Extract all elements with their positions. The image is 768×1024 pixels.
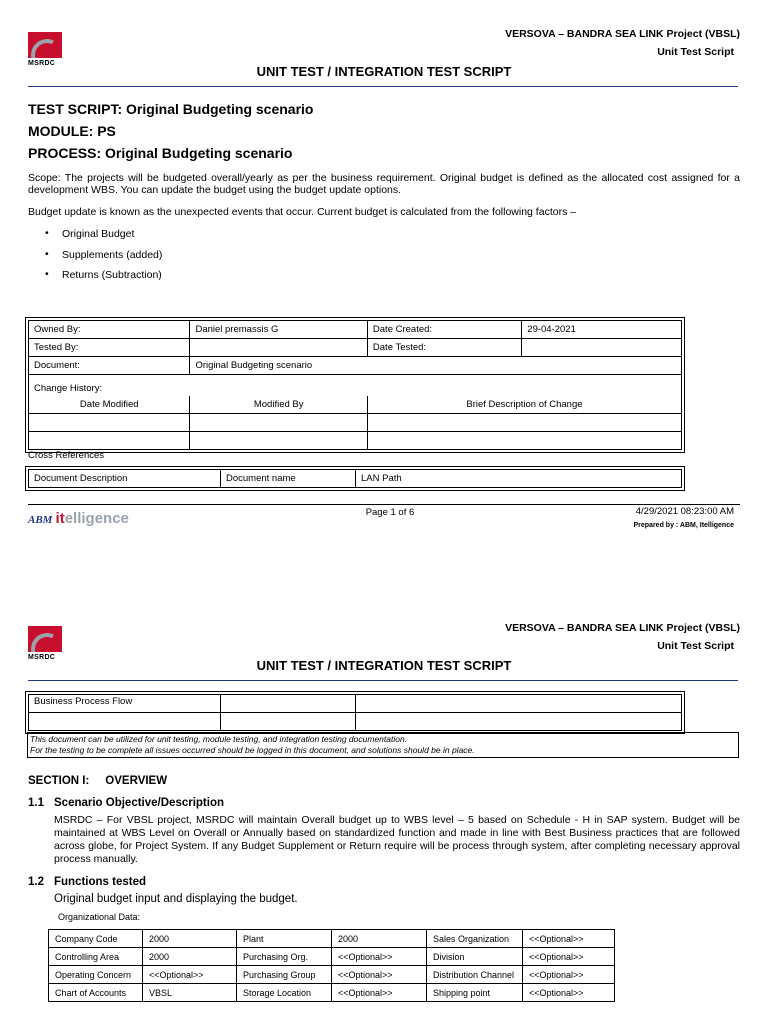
tested-by-label: Tested By: [29, 339, 190, 357]
abm-itelligence-logo [28, 510, 129, 527]
org-cell: <<Optional>> [143, 966, 237, 984]
list-item: • Returns (Subtraction) [28, 269, 162, 290]
col-date-modified: Date Modified [29, 396, 190, 414]
org-cell: Sales Organization [427, 930, 523, 948]
org-cell: Purchasing Org. [237, 948, 332, 966]
date-created-value: 29-04-2021 [522, 321, 682, 339]
functions-tested-text: Original budget input and displaying the budget. [54, 893, 298, 905]
business-process-flow-table [28, 694, 682, 731]
org-cell: Controlling Area [49, 948, 143, 966]
org-data-label: Organizational Data: [58, 912, 141, 922]
page-number: Page 1 of 6 [365, 507, 415, 518]
change-history-label: Change History: [29, 375, 682, 397]
project-name: VERSOVA – BANDRA SEA LINK Project (VBSL) [505, 622, 740, 634]
brand-rest: elligence [64, 510, 129, 527]
footer-rule [28, 504, 740, 505]
org-cell: Purchasing Group [237, 966, 332, 984]
table-row [49, 984, 615, 1002]
bpf-label: Business Process Flow [29, 695, 221, 713]
table-row [49, 930, 615, 948]
org-cell: <<Optional>> [332, 948, 427, 966]
logo-text: MSRDC [28, 60, 56, 67]
table-row [29, 713, 682, 731]
note-line: This document can be utilized for unit testing, module testing, and integration testing documentation. [30, 734, 408, 744]
org-cell: VBSL [143, 984, 237, 1002]
process-heading: PROCESS: Original Budgeting scenario [28, 145, 293, 161]
org-cell: <<Optional>> [523, 984, 615, 1002]
header-rule [28, 86, 738, 87]
org-cell: Operating Concern [49, 966, 143, 984]
owned-by-value: Daniel premassis G [190, 321, 367, 339]
list-item: • Original Budget [28, 228, 162, 249]
table-row [49, 966, 615, 984]
org-cell: Storage Location [237, 984, 332, 1002]
owned-by-label: Owned By: [29, 321, 190, 339]
org-cell: Distribution Channel [427, 966, 523, 984]
xref-doc-name: Document name [221, 470, 356, 488]
org-cell: <<Optional>> [523, 966, 615, 984]
org-cell: <<Optional>> [332, 984, 427, 1002]
logo-text: MSRDC [28, 654, 56, 661]
col-brief-description: Brief Description of Change [367, 396, 681, 414]
document-value: Original Budgeting scenario [190, 357, 682, 375]
org-cell: Company Code [49, 930, 143, 948]
col-modified-by: Modified By [190, 396, 367, 414]
org-cell: Shipping point [427, 984, 523, 1002]
table-row [49, 948, 615, 966]
abm-logo-text: ABM [28, 514, 53, 526]
table-row [29, 432, 682, 450]
list-item: • Supplements (added) [28, 249, 162, 270]
org-cell: <<Optional>> [332, 966, 427, 984]
date-tested-value [522, 339, 682, 357]
org-cell: 2000 [143, 948, 237, 966]
xref-doc-description: Document Description [29, 470, 221, 488]
project-name: VERSOVA – BANDRA SEA LINK Project (VBSL) [505, 28, 740, 40]
tested-by-value [190, 339, 367, 357]
prepared-by: Prepared by : ABM, Itelligence [633, 522, 734, 529]
factor-list [28, 228, 162, 290]
table-row [29, 414, 682, 432]
msrdc-logo-icon [28, 32, 62, 58]
scenario-description: MSRDC – For VBSL project, MSRDC will maintain Overall budget up to WBS level – 5 based on Schedule - H in SAP system. Budget will be maintained at WBS Level on Overall or Annually based on standardized function and made in line with Best Business practices that are followed across globe, for Project System. If any Budget Supplement or Return require will be process through system, after completing necessary approval process manually. [54, 814, 740, 865]
script-info-table [28, 320, 682, 450]
doc-type: Unit Test Script [657, 46, 734, 58]
cross-references-table [28, 469, 682, 488]
msrdc-logo-icon [28, 626, 62, 652]
cross-references-label: Cross References [28, 450, 105, 461]
date-tested-label: Date Tested: [367, 339, 521, 357]
org-cell: Chart of Accounts [49, 984, 143, 1002]
page-title: UNIT TEST / INTEGRATION TEST SCRIPT [256, 658, 512, 673]
print-datetime: 4/29/2021 08:23:00 AM [635, 506, 734, 517]
subsection-1-1-heading: 1.1 Scenario Objective/Description [28, 797, 225, 809]
usage-note [27, 732, 739, 758]
organizational-data-table [48, 929, 615, 1002]
section-heading: SECTION I: OVERVIEW [28, 775, 168, 787]
scope-paragraph: Scope: The projects will be budgeted overall/yearly as per the business requirement. Original budget is defined as the allocated cost assigned for a development WBS. You can update the budget using the budget update options. [28, 172, 740, 196]
subsection-1-2-heading: 1.2 Functions tested [28, 876, 147, 888]
org-cell: <<Optional>> [523, 948, 615, 966]
header-rule [28, 680, 738, 681]
doc-type: Unit Test Script [657, 640, 734, 652]
date-created-label: Date Created: [367, 321, 521, 339]
org-cell: Plant [237, 930, 332, 948]
budget-update-paragraph: Budget update is known as the unexpected events that occur. Current budget is calculated from the following factors – [28, 206, 577, 218]
org-cell: Division [427, 948, 523, 966]
page-title: UNIT TEST / INTEGRATION TEST SCRIPT [256, 64, 512, 79]
document-label: Document: [29, 357, 190, 375]
note-line: For the testing to be complete all issues occurred should be logged in this document, and solutions should be in place. [30, 745, 475, 755]
org-cell: 2000 [332, 930, 427, 948]
xref-lan-path: LAN Path [356, 470, 682, 488]
brand-it: it [55, 510, 65, 527]
org-cell: 2000 [143, 930, 237, 948]
module-heading: MODULE: PS [28, 123, 116, 139]
org-cell: <<Optional>> [523, 930, 615, 948]
test-script-heading: TEST SCRIPT: Original Budgeting scenario [28, 101, 314, 117]
